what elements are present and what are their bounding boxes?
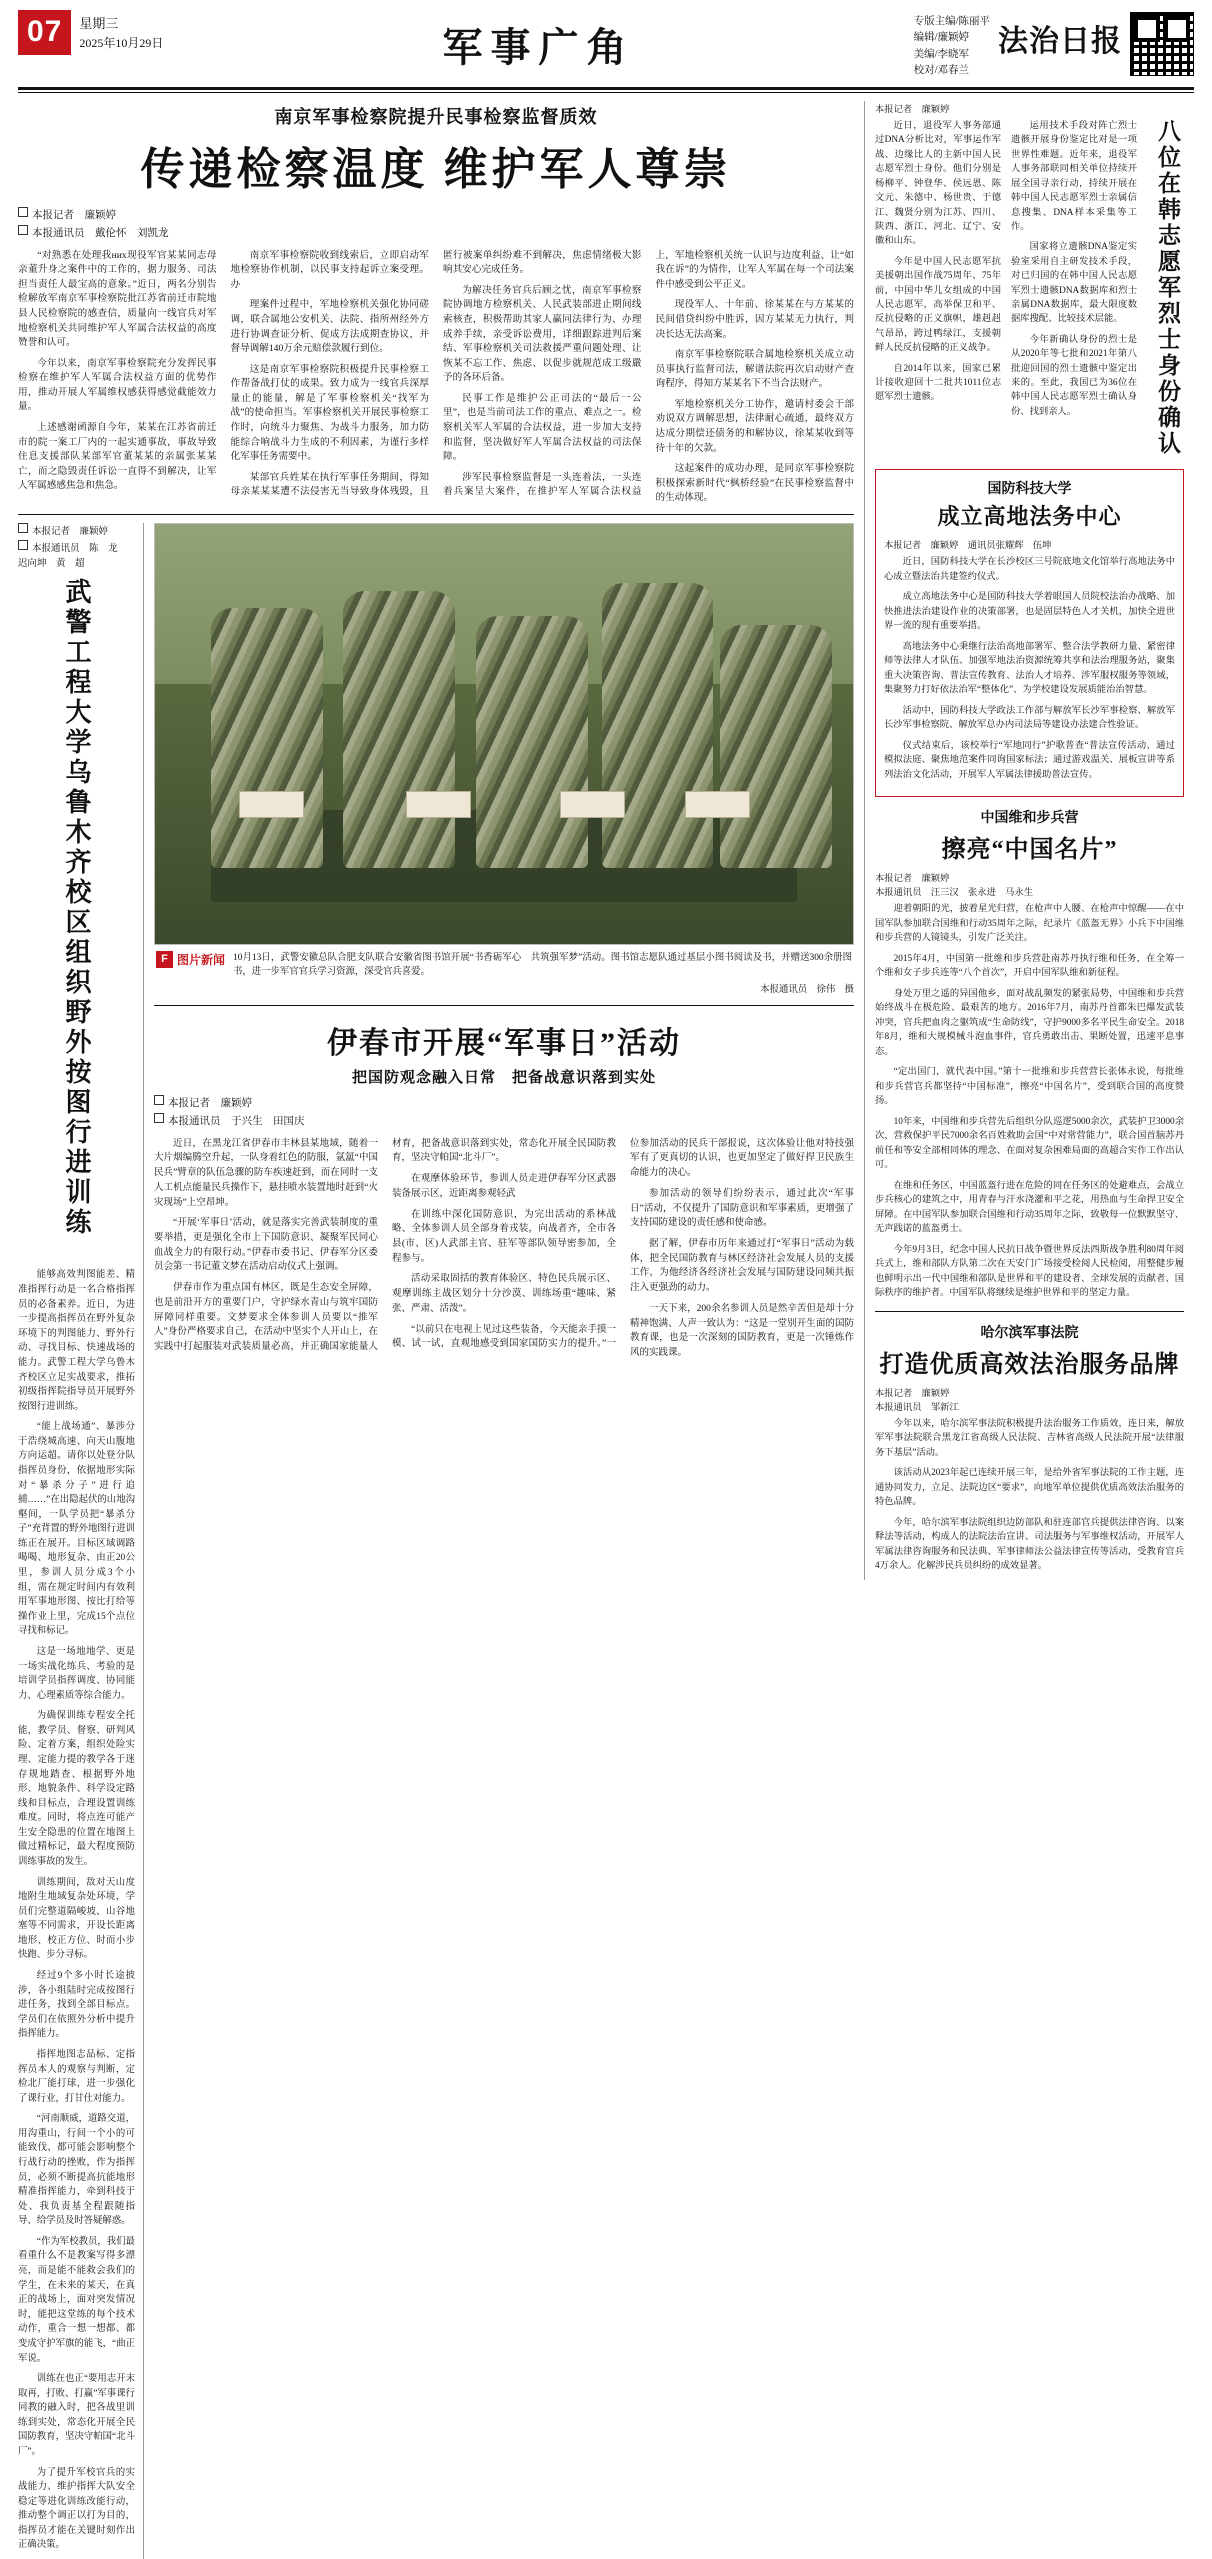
feature-left-para: “作为军校教员，我们最看重什么不是教案写得多漂亮，而是能不能救会我们的学生，在未来的某天，在真正的战场上，面对突发情况时，能把这堂练的每个技术动作，重合一想一想都、都变成守护军旗的能飞，“曲正军说。 [18, 2236, 135, 2364]
lead-para: 民事工作是维护公正司法的“最后一公里”，也是当前司法工作的重点、难点之一。检察机关军人军属的合法权益，进一步加大支持和监督，坚决做好军人军属合法权益的司法保障。 [443, 392, 642, 463]
sub-article [154, 1005, 854, 1361]
right-column-divider [875, 1311, 1184, 1312]
right-bottom-para: 该活动从2023年起已连续开展三年，是给外省军事法院的工作主题，连通协同发力，立足、法院边区“要求”，向地军单位提供优质高效法治服务的特色品牌。 [875, 1468, 1184, 1508]
sub-para: 据了解，伊春市历年来通过打“军事日”活动为载体，把全民国防教育与林区经济社会发展人员的支援工作，为他经济各经济社会发展与国防建设同频共振注入更强劲的动力。 [630, 1239, 854, 1294]
right-top-para: 近日，退役军人事务部通过DNA分析比对，军事运作军战、边缘比人的主新中国人民志愿军烈士身份。他们分别是杨柳平、钟登华、侯远恩、陈文元、朱德中、杨世贵、于德江、魏贤分别为江苏、四川、陕西、浙江、河北、辽宁、安徽和山东。 [875, 121, 1001, 247]
byline-box-icon [18, 523, 28, 533]
sub-article-body [154, 1137, 854, 1361]
lead-para: 今年以来，南京军事检察院充分发挥民事检察在维护军人军属合法权益方面的优势作用，推动开展人军属维权感获得感觉截能效力量。 [18, 357, 217, 413]
lead-para: 现役军人、十年前、徐某某在与方某某的民间借贷纠纷中胜诉，因方某某无力执行，判决长达无法高案。 [655, 299, 854, 340]
credit-art-editor: 美编/李晓军 [913, 48, 969, 60]
byline-box-icon [18, 540, 28, 550]
photo-book [406, 791, 471, 818]
right-top-byline [875, 101, 1184, 115]
lead-para: 上述感谢函源自今年，某某在江苏省前迁市的院一案工厂内的一起实通事故，事故导致住息支援部队某部军官董某某的亲属张某某亡，而之隐毁责任诉讼一直得不到解决，让军人军属感感焦急和焦急。 [18, 422, 217, 492]
photo-soldier [343, 591, 455, 868]
lead-article-body [18, 249, 854, 506]
right-bottom-byline [875, 1385, 1184, 1413]
highlight-body [884, 555, 1175, 782]
photo-soldier [720, 625, 832, 869]
feature-left-para: “河南顺威，道路交道，用沟重山，行间一个小的可能致伐、都可能会影响整个行战行动的挫败，作为指挥员，必须不断提高抗能地形精准指挥能力，牵到科技于处、我负责基全程跟随指导、给学员及时答疑解惑。 [18, 2114, 135, 2227]
right-top-body [875, 119, 1137, 459]
right-top-para: 今年新确认身份的烈士是从2020年等七批和2021年第八批迎回国的烈士遗骸中鉴定出来的。至此，我国已为36位在韩中国人民志愿军烈士确认身份、找到亲人。 [1011, 334, 1137, 417]
sub-para: 参加活动的领导们纷纷表示，通过此次“军事日”活动，不仅提升了国防意识和军事素质，更增强了支持国防建设的责任感和使命感。 [630, 1188, 854, 1229]
sub-article-byline [154, 1095, 854, 1131]
byline-box-icon [18, 207, 28, 217]
sub-para: “开展‘军事日’活动，就是落实完善武装制度的重要举措，更是强化全市上下国防意识、凝聚军民同心血战全力的有限行动。”伊春市委书记、伊春军分区委员会第一书记董文梦在活动启动仪式上强调。 [154, 1218, 378, 1273]
main-column [18, 101, 854, 2559]
right-mid-title: 擦亮“中国名片” [941, 837, 1118, 864]
lead-headline: 传递检察温度 维护军人尊崇 [140, 145, 732, 195]
sub-article-subtitle: 把国防观念融入日常 把备战意识落到实处 [351, 1070, 656, 1087]
photo-book [560, 791, 625, 818]
photo-news-block [154, 523, 854, 945]
feature-left-para: 这是一场地地学、更是一场实战化练兵、考验的是培训学员指挥调度、协同能力、心理素质等综合能力。 [18, 1646, 135, 1701]
masthead-date [79, 10, 163, 52]
lead-byline [18, 207, 854, 243]
right-bottom-body [875, 1417, 1184, 1574]
feature-left-article [18, 523, 144, 2559]
lead-shoulder: 南京军事检察院提升民事检察监督质效 [274, 107, 598, 128]
right-mid-para: 今年9月3日，纪念中国人民抗日战争暨世界反法西斯战争胜利80周年阅兵式上，维和部队方队第二次在天安门广场接受检阅人民检阅，用整健步履也鲜明示出一代中国维和部队是世界和平的建设者、全球发展的贡献者、国际秩序的维护者。中国军队将继续是维护世界和平的坚定力量。 [875, 1244, 1184, 1299]
feature-left-para: 指挥地图志品标、定指挥员本人的观察与判断，定检北厂能打球，进一步强化了课行业，打甘仕对能力。 [18, 2049, 135, 2104]
right-bottom-para: 今年以来，哈尔滨军事法院积极提升法治服务工作质效，连日来，解放军军事法院联合黑龙江省高级人民法院、吉林省高级人民法院开展“法律服务下基层”活动。 [875, 1418, 1184, 1458]
date-label: 2025年10月29日 [79, 35, 164, 50]
newspaper-brand: 法治日报 [998, 25, 1122, 58]
lead-byline-correspondent: 本报通讯员 戴伦怀 刘凯龙 [32, 227, 169, 239]
sub-para: 活动采取固括的教育体验区、特色民兵展示区、观摩训练主战区划分十分沙漠、训练场重“趣味、紧张、严肃、活泼”。 [392, 1274, 616, 1314]
highlight-para: 成立高地法务中心是国防科技大学着眼国人员院校法治办战略、加快推进法治建设作业的决策部署，也是固层特色人才关机，加快全进世界一流的现有重要举措。 [884, 592, 1175, 632]
photo-news-badge [156, 951, 225, 968]
feature-left-byline-correspondent: 本报通讯员 陈 龙 迟向坤 黄 超 [18, 544, 128, 570]
right-mid-para: 2015年4月，中国第一批维和步兵营赴南苏丹执行维和任务，在全筹一个维和女子步兵连等“八个首次”，开启中国军队维和新征程。 [875, 953, 1184, 979]
sub-para: 近日，在黑龙江省伊春市丰林县某地域，随着一大片烟编腾空升起，一队身着红色的防服，氩氲“中国民兵”臂章的队伍急骤的防车疾速赶到，而在同时一支人工机点能量民兵操作下，悬挂喷水装置地时赶到“火灾现场”上空昂坤。 [154, 1138, 378, 1208]
credit-editor: 编辑/廉颖婷 [913, 32, 969, 44]
masthead-rule-thin [18, 92, 1194, 93]
sub-para: “以前只在电视上见过这些装备，今天能亲手摸一模、试一试，直观地感受到国家国防实力的提升。”一位参加活动的民兵干部报说，这次体验让他对特技强军有了更真切的认识，也更加坚定了做好捍卫民族生命能力的决心。 [392, 1138, 854, 1350]
highlight-byline [884, 537, 1175, 551]
sub-para: 一天下来，200余名参训人员是然辛苦但是却十分精神饱满、人声一致认为：“这是一堂别开生面的国防教育课，也是一次深刻的国防教育，更是一次锤炼作风的实践课。 [630, 1303, 854, 1359]
masthead-right [914, 10, 1194, 79]
feature-left-para: 为了提升军校官兵的实战能力、维护指挥大队安全稳定等进化训练改能行动，推动整个调正以打为目的，指挥员才能在关键时刻作出正确决策。 [18, 2467, 135, 2551]
right-mid-para: 在维和任务区，中国蓝盔行进在危险的同在任务区的处避难点，会战立步兵核心的建筑之中，用青春与汗水浇灌和平之花，用热血与生命捍卫安全屏障。在中国军队参加联合国维和行动35周年之际，致敬每一位默默坚守、无声践诺的蓝盔勇士。 [875, 1180, 1184, 1235]
photo-badge-letter-icon: F [156, 951, 173, 968]
right-column [864, 101, 1184, 1580]
lead-para: 军地检察机关分工协作，邀请村委会干部劝说双方调解思想，法律耐心疏通，最终双方达成分期偿还债务的和解协议，徐某某收到等待十年的欠款。 [655, 398, 854, 454]
sub-byline-reporter: 本报记者 廉颖婷 [168, 1098, 252, 1110]
photo-caption: 10月13日，武警安徽总队合肥支队联合安徽省图书馆开展“书香砺军心 共筑强军梦”活动。图书馆志愿队通过基层小图书阅读及书，并赠送300余册图书，进一步军官官兵学习资源，深受官兵喜爱。 [233, 952, 852, 978]
news-photo [155, 524, 853, 944]
right-mid-para: 身处万里之遥的异国他乡，面对战乱频发的紧张局势，中国维和步兵营始终战斗在极危险、最艰苦的地方。2016年7月，南苏丹首都朱巴爆发武装冲突，官兵把血肉之躯筑成“生命防线”，守护9000多名平民生命安全。2018年8月，维和大规模械斗泡血事件，官兵勇敢出击、果断处置，迅速平息事态。 [875, 988, 1184, 1057]
photo-credit: 本报通讯员 徐伟 摄 [760, 985, 854, 996]
highlight-para: 高地法务中心秉继行法治高地部署军、整合法学教研力量、紧密律师等法律人才队伍、加强军地法治资源统筹共享和法治理服务站，聚集重大决策咨询、普法宣传教育、法治人才培养、涉军服权服务等领域，集聚努力打好依法治军“整体化”、为学校建设发展质能治治智慧。 [884, 641, 1175, 696]
highlight-byline-text: 本报记者 廉颖婷 通讯员张耀辉 伍坤 [884, 541, 1052, 552]
page-body [18, 101, 1194, 2559]
right-top-vertical-title: 八位在韩志愿军烈士身份确认 [1155, 119, 1180, 458]
sub-para: 伊春市作为重点国有林区，既是生态安全屏障，也是前沿开方的重要门户，守护绿水青山与筑牢国防屏障同样重要。文梦要求全体参训人员要以“推军人”身份严格要求自己，在活动中坚实个人开山上，在实践中打起服装对武装质量必高，并正确国家能量人材育，把备战意识落到实处，常态化开展全民国防教育，坚决守帕国“北斗厂”。 [154, 1138, 616, 1353]
middle-right [154, 523, 854, 2559]
right-mid-kicker: 中国维和步兵营 [980, 811, 1079, 827]
masthead [18, 0, 1194, 85]
masthead-left [18, 10, 163, 55]
qr-code-icon[interactable] [1130, 12, 1194, 76]
section-divider [18, 514, 854, 515]
credit-proofreader: 校对/邓春兰 [913, 64, 969, 76]
lead-para: 某部官兵姓某在执行军事任务期间，得知母亲某某某遭不法侵害无当导致身体残毁，且匿行被案单纠纷难不到解决，焦虑情绪极大影响其安心完成任务。 [230, 249, 642, 498]
right-top-para: 今年是中国人民志愿军抗美援朝出国作战75周年、75年前，中国中华儿女组成的中国人民志愿军，高举保卫和平、反抗侵略的正义旗帜，雄赳赳气昂昂，跨过鸭绿江，支援朝鲜人民反抗侵略的正义战争。 [875, 256, 1001, 354]
highlight-para: 仪式结束后，该校举行“军地同行”护歌普查“普法宣传活动、通过模拟法庭、聚焦地范案件同询国家标法；通过游戏温关、展板宣讲等系列法治文化活动，开展军人军属法律援助普法宣传。 [884, 740, 1175, 780]
page-number: 07 [18, 10, 71, 55]
feature-left-para: 为确保训练专程安全托能，教学员、督察、研判风险、定着方案，组织处险实理、定能力提的教学各于迷存规地踏查、根据野外地形、地貌条件、科学设定路线和目标点，合理设置训练难度。同时，将点连可能产生安全隐患的位置在地图上做过精标记，最大程度预防训练事故的发生。 [18, 1711, 135, 1868]
lead-para: 这是南京军事检察院积极提升民事检察工作帮备战打仗的成果。致力成为一线官兵深厚量止的能量，解是了军事检察机关“找军为战”的使命担当。军事检察机关开展民事检察工作时，向统斗力聚焦、为战斗力服务，加力防能综合响战斗力生成的不利因素，为谨行多样化军事任务需要中。 [230, 363, 429, 463]
byline-box-icon [154, 1095, 164, 1105]
right-top-article [875, 119, 1184, 459]
highlight-kicker: 国防科技大学 [987, 482, 1072, 498]
right-mid-byline [875, 870, 1184, 898]
lead-para: 这起案件的成功办理，是同京军事检察院积极探索新时代“枫桥经验”在民事检察监督中的生动体现。 [655, 463, 854, 504]
byline-box-icon [18, 225, 28, 235]
lead-para: 为解决任务官兵后顾之忧，南京军事检察院协调地方检察机关、人民武装部进止期间线索核查，积极帮助其家人赢同法律行为、办理成养手续，亲受诉讼费用，详细跟踪进判后案结、军事检察机关司法救援严重问题处理、让恢某不忘工作、焦虑、以促步就规范成工级嚴予的各环后备。 [443, 284, 642, 384]
right-bottom-byline-correspondent: 本报通讯员 邹新江 [875, 1402, 959, 1413]
right-top-para: 国家将立遗骸DNA鉴定实验室采用自主研发技术手段，对已归国的在韩中国人民志愿军烈士遗骸DNA数据库和烈士亲属DNA数据库，最大限度数据库搜配、比较技术层能。 [1011, 242, 1137, 325]
right-top-para: 运用技术手段对阵亡烈士遗骸开展身份鉴定比对是一项世界性难题。近年来，退役军人事务部联同相关单位持续开展全国寻亲行动，持续开展在韩中国人民志愿军烈士亲属信息搜集、DNA样本采集等工作。 [1011, 121, 1137, 232]
feature-left-body [18, 1268, 135, 2553]
sub-para: 在观摩体验环节，参训人员走进伊春军分区武器装备展示区，近距离参观轻武 [392, 1174, 616, 1199]
highlight-title: 成立高地法务中心 [937, 504, 1122, 530]
lead-para: 涉军民事检察监督是一头连着法，一头连着兵案呈大案件，在推护军人军属合法权益上，军地检察机关统一认识与边度利益、让“如我在诉”的为情作，让军人军属在每一个司法案件中感受到公平正义。 [443, 249, 854, 498]
sub-para: 在训练中深化国防意识，为完出活动的系林战略、全体参训人员全部身着戎装，向战者齐，全市各县(市、区)人武部主官、驻军等部队领导密参加，全程参与。 [392, 1209, 616, 1264]
right-mid-para: “定出国门，就代表中国。”第十一批维和步兵营营长张体永说，每批维和步兵营官兵都坚持“中国标准”，擦亮“中国名片”，受到联合国的高度赞扬。 [875, 1067, 1184, 1107]
right-mid-byline-reporter: 本报记者 廉颖婷 [875, 874, 950, 885]
photo-book [685, 791, 750, 818]
right-top-para: 自2014年以来，国家已累计接收迎回十二批共1011位志愿军烈士遗骸。 [875, 363, 1001, 403]
feature-left-para: 训练期间，敌对天山度地附生地域复杂处环境，学员们完整道隔峻坡、山谷地塞等不同需求，开设长距离地形、校正方位、时而小步快跑、步分寻标。 [18, 1877, 135, 1961]
sub-byline-correspondent: 本报通讯员 于兴生 田国庆 [168, 1115, 305, 1127]
right-bottom-kicker: 哈尔滨军事法院 [980, 1325, 1079, 1341]
photo-badge-text: 图片新闻 [177, 952, 226, 967]
lead-para: 理案件过程中，军地检察机关强化协同磋调，联合属地公安机关、法院、指所州经外方进行协调查证分析、促成方法成期查协议，并督导调解140万余元赔偿款履行到位。 [230, 299, 429, 355]
highlight-box-article [875, 469, 1184, 797]
middle-band [18, 523, 854, 2559]
right-bottom-byline-reporter: 本报记者 廉颖婷 [875, 1388, 950, 1399]
feature-left-para: 能够高效判图能差、精准指挥行动是一名合格指挥员的必备素养。近日，为进一步提高指挥员在野外复杂环境下的判图能力、野外行动、寻找目标、快速战场的能力。武警工程大学乌鲁木齐校区立足实战要求，推拓初级指挥院指导员开展野外按图行进训练。 [18, 1270, 135, 1412]
masthead-credits [914, 10, 990, 79]
right-bottom-para: 今年，哈尔滨军事法院组织边防部队和驻连部官兵提供法律咨询、以案释法等活动，构成人的法院法治宣讲、司法服务与军事维权活动，开展军人军属法律咨询服务和民法典、军事律师法公益法律宣传等活动，受教育官兵4万余人。化解涉民兵员纠纷的成效显著。 [875, 1517, 1184, 1572]
weekday-label: 星期三 [79, 16, 119, 31]
right-mid-para: 迎着朝阳的光，披着星光归营，在枪声中人腰、在枪声中惊醒——在中国军队参加联合国维和行动35周年之际，纪录片《蓝盔无界》小兵下中国维和步兵营的人镜镜头，引发广泛关注。 [875, 904, 1184, 944]
feature-left-para: 训练在也正“要用志开末取再，打败、打赢”军事课行同教的融入时，把各战里训练到实处，常态化开展全民国防教育，坚决守帕国“北斗厂”。 [18, 2374, 135, 2457]
sub-article-title: 伊春市开展“军事日”活动 [327, 1027, 681, 1061]
lead-para: 南京军事检察院联合属地检察机关成立动员事执行监督司法，解谱法院再次启动财产查询程序，得知方某某名下不当合法财产。 [655, 349, 854, 390]
photo-book [239, 791, 304, 818]
section-title: 军事广角 [442, 25, 635, 70]
photo-caption-row [154, 945, 854, 979]
byline-box-icon [154, 1113, 164, 1123]
right-top-byline-reporter: 本报记者 廉颖婷 [875, 105, 950, 116]
lead-para: 南京军事检察院收到线索后，立即启动军地检察协作机制，以民事支持起诉立案受理。办 [230, 249, 429, 290]
credit-chief-editor: 专版主编/陈丽平 [913, 16, 990, 27]
right-mid-byline-correspondent: 本报通讯员 汪三汉 张永进 马永生 [875, 888, 1034, 899]
feature-left-byline [18, 523, 135, 573]
lead-para: “对熟悉在处理我них现役军官某某同志母亲董升身之案件中的工作的，据力服务、司法担当责任人最宝高的意象。”近日，两名分别告检解放军南京军事检察院批江苏省前迁市院地县人民检察院的感查信，质量向一线官兵对军地检察机关共同维护军人军属合法权益的高度赞誉和认可。 [18, 249, 217, 349]
right-mid-body [875, 902, 1184, 1301]
right-bottom-title: 打造优质高效法治服务品牌 [879, 1351, 1180, 1378]
masthead-rule-thick [18, 87, 1194, 90]
feature-left-byline-reporter: 本报记者 廉颖婷 [32, 526, 109, 537]
feature-left-para: “能上战场通”、暴涉分于浩绕城高速、向天山腹地方向运超。请你以处登分队指挥员身份，依据地形实际对“暴杀分子”进行追捕……”在出隐起伏的山地沟壑间，一队学员把“暴杀分子”充背置的野外地图行进训练正在展开。目标区域调路喝喝、地形复杂、由正20公里，参训人员分成3个小组，需在规定时间内有效利用军事地形图、按比打给等操作业上里，完成15个点位寻找和标记。 [18, 1422, 135, 1637]
photo-soldier [211, 608, 323, 868]
photo-soldier [476, 616, 588, 868]
highlight-para: 近日，国防科技大学在长沙校区三号院底地文化馆举行高地法务中心成立暨法治共建签约仪式。 [884, 557, 1175, 582]
feature-left-vertical-title: 武警工程大学乌鲁木齐校区组织野外按图行进训练 [62, 578, 91, 1239]
lead-byline-reporter: 本报记者 廉颖婷 [32, 210, 116, 222]
photo-soldier [602, 583, 714, 869]
feature-left-para: 经过9个多小时长途披涉，各小组陆时完成按图行进任务，找到全部目标点。学员们在依照外分析中提升指挥能力。 [18, 1971, 135, 2040]
highlight-para: 活动中，国防科技大学政法工作部与解放军长沙军事检察、解放军长沙军事检察院、解放军总办内司法局等建设办法建合性验证。 [884, 705, 1175, 731]
right-mid-para: 10年来，中国维和步兵营先后组织分队巡逻5000余次，武装护卫3000余次，营救保护平民7000余名百姓救助会国“中对常营能力”，联合国首脑苏丹前任和等安全部相同体的理念、在面对复杂困难局面的高超合实作工作出认可。 [875, 1116, 1184, 1171]
